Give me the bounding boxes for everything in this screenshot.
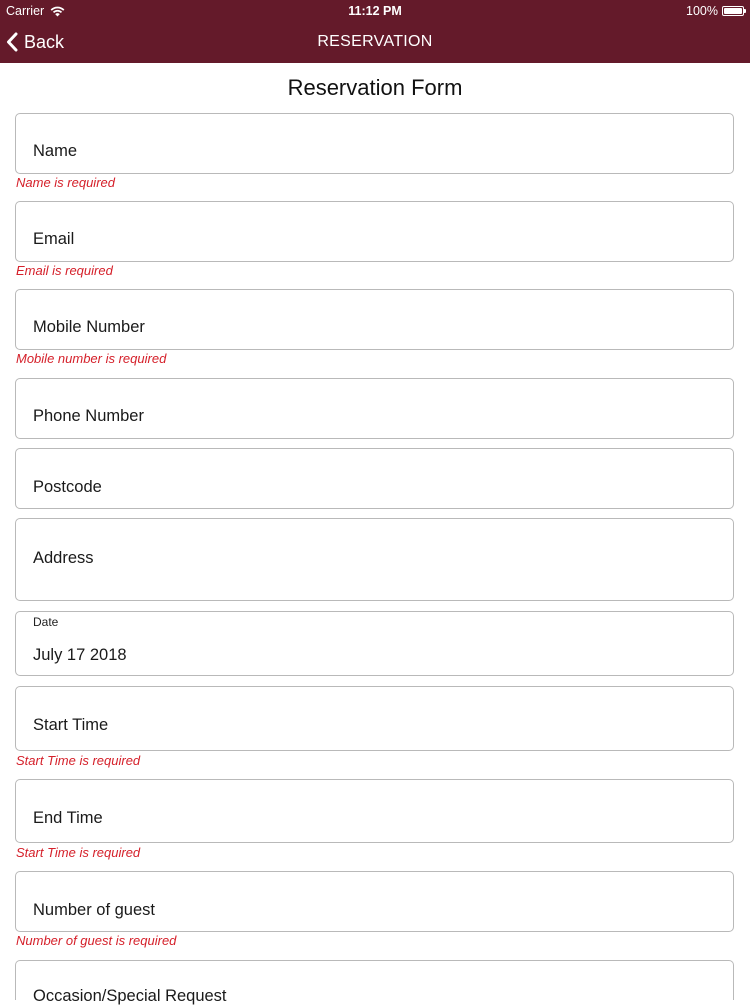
mobile-number-field[interactable] (15, 289, 734, 350)
status-bar (0, 0, 750, 22)
postcode-placeholder: Postcode (33, 478, 102, 496)
mobile-number-error: Mobile number is required (16, 351, 167, 366)
name-error: Name is required (16, 175, 115, 190)
battery-indicator (686, 4, 744, 18)
navigation-bar (0, 22, 750, 63)
occasion-placeholder: Occasion/Special Request (33, 987, 227, 1005)
address-field[interactable] (15, 518, 734, 601)
address-placeholder: Address (33, 549, 94, 567)
date-label: Date (33, 615, 59, 629)
end-time-field[interactable] (15, 779, 734, 843)
date-field[interactable] (15, 611, 734, 676)
date-value: July 17 2018 (33, 646, 127, 664)
page-title: RESERVATION (317, 33, 433, 50)
form-title: Reservation Form (287, 75, 463, 100)
back-label: Back (24, 31, 65, 52)
email-field[interactable] (15, 201, 734, 262)
phone-number-placeholder: Phone Number (33, 407, 144, 425)
number-of-guest-placeholder: Number of guest (33, 901, 155, 919)
mobile-number-placeholder: Mobile Number (33, 318, 145, 336)
postcode-field[interactable] (15, 448, 734, 509)
number-of-guest-error: Number of guest is required (16, 933, 177, 948)
end-time-error: Start Time is required (16, 845, 141, 860)
name-field[interactable] (15, 113, 734, 174)
battery-percent: 100% (686, 4, 718, 18)
start-time-field[interactable] (15, 686, 734, 751)
number-of-guest-field[interactable] (15, 871, 734, 932)
phone-number-field[interactable] (15, 378, 734, 439)
name-placeholder: Name (33, 142, 78, 160)
occasion-field[interactable] (15, 960, 734, 1005)
battery-icon (722, 6, 744, 16)
carrier-label: Carrier (6, 4, 45, 18)
email-error: Email is required (16, 263, 113, 278)
start-time-placeholder: Start Time (33, 716, 109, 734)
end-time-placeholder: End Time (33, 809, 103, 827)
email-placeholder: Email (33, 230, 75, 248)
start-time-error: Start Time is required (16, 753, 141, 768)
status-time: 11:12 PM (348, 4, 402, 18)
